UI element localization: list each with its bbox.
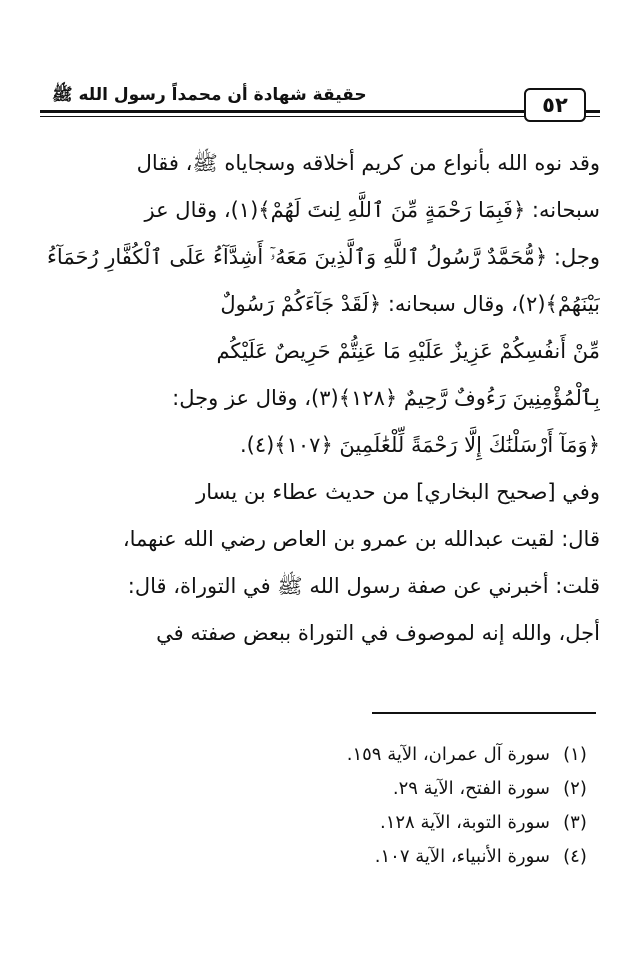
text-line: ﴿وَمَآ أَرْسَلْنَٰكَ إِلَّا رَحْمَةً لِّلْعَٰلَمِينَ ﴿١٠٧﴾(٤). [239,433,600,457]
footnote-number: (٤) [563,846,587,867]
text-line: مِّنْ أَنفُسِكُمْ عَزِيزٌ عَلَيْهِ مَا عَنِتُّمْ حَرِيصٌ عَلَيْكُم [216,339,600,363]
text-line: وقد نوه الله بأنواع من كريم أخلاقه وسجاياه ﷺ، فقال [136,151,600,175]
text-line: بِٱلْمُؤْمِنِينَ رَءُوفٌ رَّحِيمٌ ﴿١٢٨﴾(٣)، وقال عز وجل: [172,386,600,410]
footnote-number: (٣) [563,812,587,833]
footnote-item [300,806,600,840]
footnote-text: سورة الفتح، الآية ٢٩. [392,778,550,799]
text-line: وجل: ﴿مُّحَمَّدٌ رَّسُولُ ٱللَّهِ وَٱلَّذِينَ مَعَهُۥٓ أَشِدَّآءُ عَلَى ٱلْكُفَّارِ رُحَمَآءُ [47,245,600,269]
footnote-text: سورة التوبة، الآية ١٢٨. [379,812,550,833]
page-header [40,82,600,126]
header-rule-thin [40,116,600,117]
running-title: حقيقة شهادة أن محمداً رسول الله ﷺ [46,84,373,109]
text-line: سبحانه: ﴿فَبِمَا رَحْمَةٍ مِّنَ ٱللَّهِ لِنتَ لَهُمْ﴾(١)، وقال عز [144,198,600,222]
footnotes [300,738,600,874]
text-line: قلت: أخبرني عن صفة رسول الله ﷺ في التوراة، قال: [127,574,600,598]
text-line: بَيْنَهُمْ﴾(٢)، وقال سبحانه: ﴿لَقَدْ جَآءَكُمْ رَسُولٌ [220,292,600,316]
text-line: قال: لقيت عبدالله بن عمرو بن العاص رضي الله عنهما، [122,527,600,551]
footnote-text: سورة الأنبياء، الآية ١٠٧. [374,846,550,867]
footnote-text: سورة آل عمران، الآية ١٥٩. [346,744,550,765]
footnote-number: (٢) [563,778,587,799]
footnote-item [300,738,600,772]
text-line: وفي [صحيح البخاري] من حديث عطاء بن يسار [196,480,600,504]
footnote-number: (١) [563,744,587,765]
footnote-item [300,772,600,806]
footnote-item [300,840,600,874]
header-rule [40,110,600,113]
footnote-separator [372,712,596,714]
main-text [40,140,600,657]
page-number: ٥٢ [524,88,586,122]
text-line: أجل، والله إنه لموصوف في التوراة ببعض صفته في [156,621,600,645]
